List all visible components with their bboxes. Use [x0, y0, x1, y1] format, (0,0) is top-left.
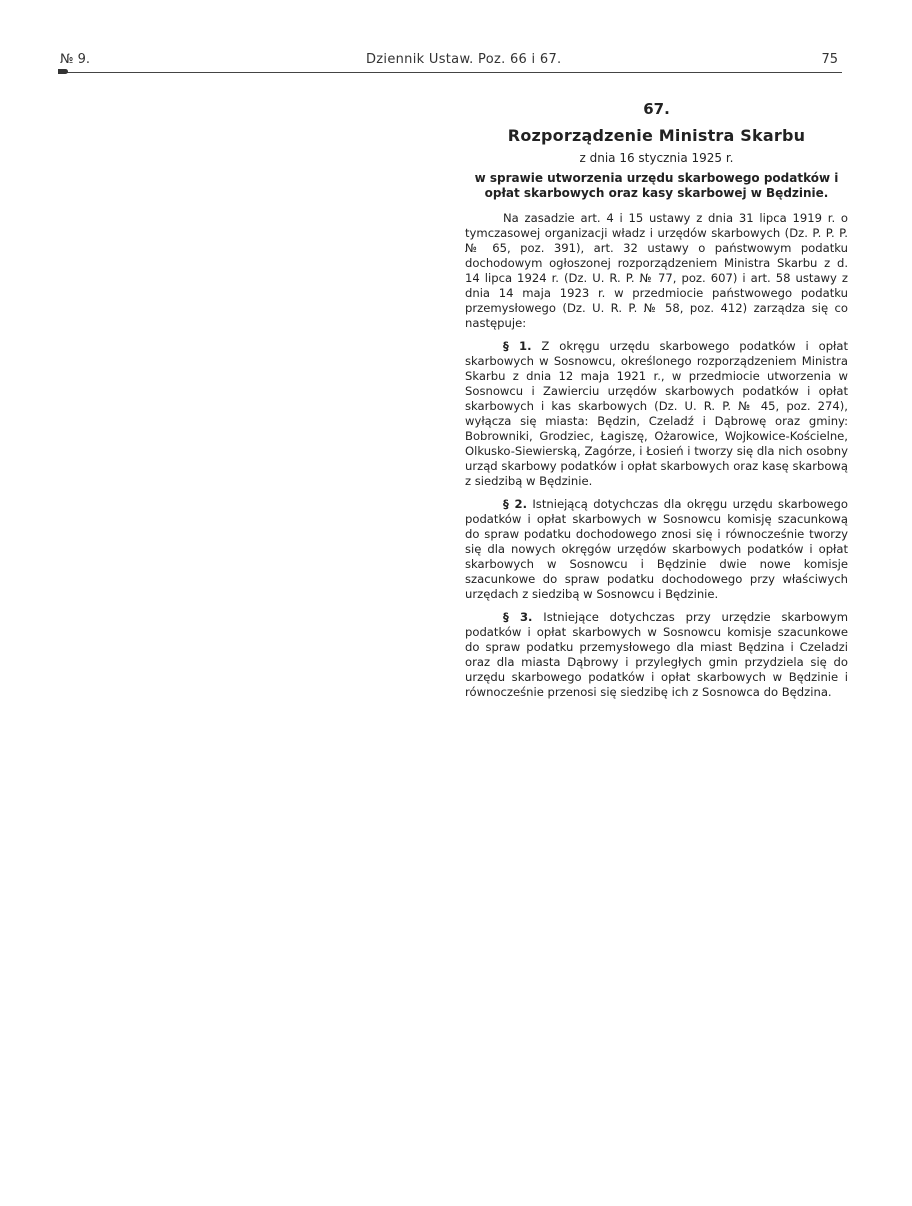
section-2-paragraph — [465, 497, 848, 602]
rule-end-mark — [58, 69, 68, 74]
section-1-text: Z okręgu urzędu skarbowego podatków i opłat skarbowych w Sosnowcu, określonego rozporządzeniem Ministra Skarbu z dnia 12 maja 1921 r., w przedmiocie utworzenia w Sosnowcu i Zawierciu urzędów skarbowych podatków i opłat skarbowych i kas skarbowych (Dz. U. R. P. № 45, poz. 274), wyłącza się miasta: Będzin, Czeladź i Dąbrowę oraz gminy: Bobrowniki, Grodziec, Łagiszę, Ożarowice, Wojkowice-Kościelne, Olkusko-Siewierską, Zagórze, i Łosień i tworzy się dla nich osobny urząd skarbowy podatków i opłat skarbowych oraz kasę skarbową z siedzibą w Będzinie. — [465, 339, 848, 488]
journal-title: Dziennik Ustaw. Poz. 66 i 67. — [366, 52, 562, 67]
section-1-paragraph — [465, 339, 848, 489]
article-subject: w sprawie utworzenia urzędu skarbowego podatków i opłat skarbowych oraz kasy skarbowej w Będzinie. — [474, 171, 839, 200]
section-3-text: Istniejące dotychczas przy urzędzie skarbowym podatków i opłat skarbowych w Sosnowcu komisje szacunkowe do spraw podatku przemysłowego dla miast Będzina i Czeladzi oraz dla miasta Dąbrowy i przyległych gmin przydziela się do urzędu skarbowego podatków i opłat skarbowych w Będzinie i równocześnie przenosi się siedzibę ich z Sosnowca do Będzina. — [465, 610, 849, 699]
section-1-label: § 1. — [503, 339, 532, 353]
article-date: z dnia 16 stycznia 1925 r. — [579, 151, 734, 165]
section-2-label: § 2. — [503, 497, 527, 511]
page-number: 75 — [821, 52, 838, 67]
article-title: Rozporządzenie Ministra Skarbu — [507, 126, 806, 145]
preamble-paragraph: Na zasadzie art. 4 i 15 ustawy z dnia 31 lipca 1919 r. o tymczasowej organizacji władz i urzędów skarbowych (Dz. P. P. P. № 65, poz. 391), art. 32 ustawy o państwowym podatku dochodowym ogłoszonej rozporządzeniem Ministra Skarbu z d. 14 lipca 1924 r. (Dz. U. R. P. № 77, poz. 607) i art. 58 ustawy z dnia 14 maja 1923 r. w przedmiocie państwowego podatku przemysłowego (Dz. U. R. P. № 58, poz. 412) zarządza się co następuje: — [465, 211, 848, 330]
header-rule — [58, 72, 842, 73]
running-header — [58, 52, 840, 72]
issue-number: № 9. — [60, 52, 91, 67]
section-2-text: Istniejącą dotychczas dla okręgu urzędu skarbowego podatków i opłat skarbowych w Sosnowcu komisję szacunkową do spraw podatku dochodowego znosi się i równocześnie tworzy się dla nowych okręgów urzędów skarbowych podatków i opłat skarbowych w Sosnowcu i Będzinie dwie nowe komisje szacunkowe do spraw podatku dochodowego przy właściwych urzędach z siedzibą w Sosnowcu i Będzinie. — [465, 497, 848, 601]
section-3-paragraph — [465, 610, 848, 700]
article-column — [465, 100, 848, 708]
section-3-label: § 3. — [503, 610, 533, 624]
article-number: 67. — [643, 100, 670, 118]
